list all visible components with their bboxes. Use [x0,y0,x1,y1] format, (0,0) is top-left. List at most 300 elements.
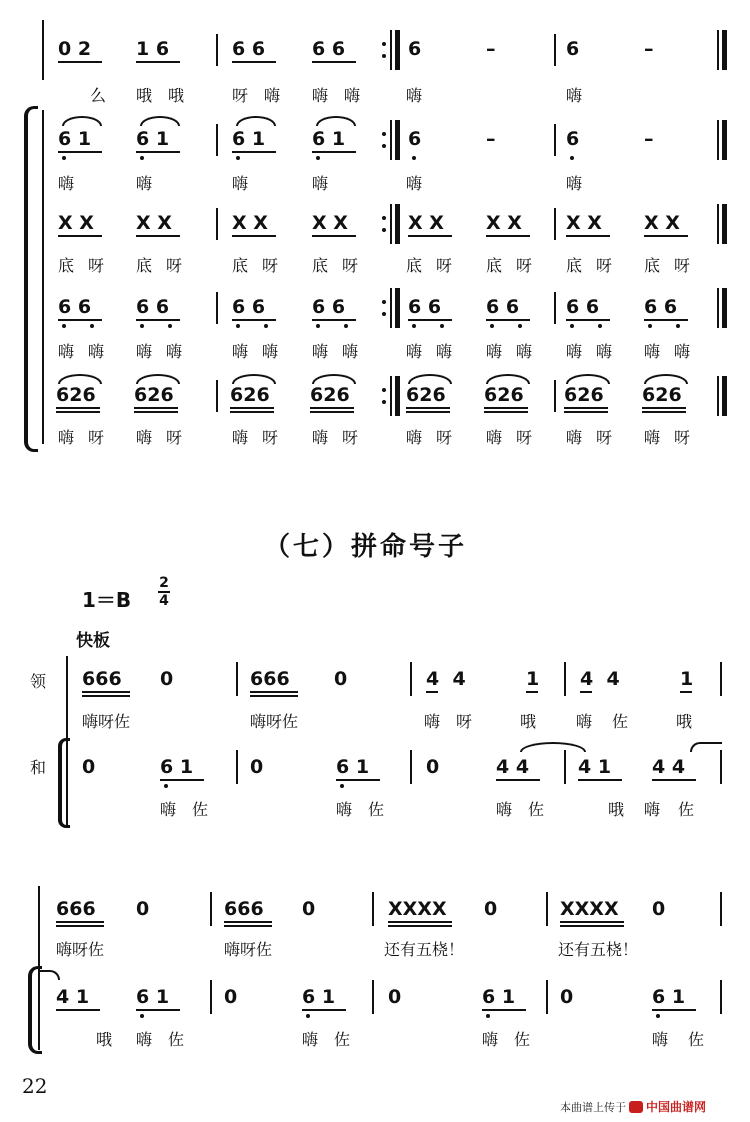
beam [56,1009,100,1011]
lyric: 嗨 [486,428,503,447]
rest: 0 [82,756,96,778]
barline [554,292,556,324]
beam [136,319,180,321]
barline [390,376,392,416]
barline [554,208,556,240]
lyric: 底 [58,256,75,275]
system-bracket [58,738,70,828]
lyric: 嗨 [58,342,75,361]
note-group: 626 [406,384,446,406]
beam [566,235,610,237]
lyric: 嗨 [342,342,359,361]
beam [336,779,380,781]
barline [554,380,556,412]
beam [496,779,540,781]
lyric: 嗨 [136,1030,153,1049]
dash: – [486,38,496,60]
barline [720,980,722,1014]
low-octave-dot [90,324,94,328]
lyric: 嗨 [644,800,661,819]
footer-text: 本曲谱上传于 [560,1100,626,1114]
beam [312,319,356,321]
beam [58,235,102,237]
rest: 0 [426,756,440,778]
barline [564,662,566,696]
repeat-dot [382,42,386,46]
end-bar [722,204,727,244]
beam [578,779,622,781]
slur [136,374,180,384]
barline [390,204,392,244]
lyric: 呀 [166,256,183,275]
slur [62,116,102,126]
slur [486,374,530,384]
slur [316,116,356,126]
repeat-dot [382,312,386,316]
rest: 0 [302,898,316,920]
barline [564,750,566,784]
note-group: 6 6 [232,296,266,318]
low-octave-dot [236,324,240,328]
barline [717,120,719,160]
note-group: XXXX [560,898,619,920]
lyric: 嗨 [312,428,329,447]
note-group: 6 1 [302,986,336,1008]
beam [230,411,274,413]
low-octave-dot [316,324,320,328]
beam [426,691,438,693]
note-group: 6 1 [136,986,170,1008]
beam [136,61,180,63]
lyric: 底 [644,256,661,275]
rest: 0 [250,756,264,778]
lyric: 哦 [676,712,693,731]
lyric: 嗨 [566,174,583,193]
note-group: 1 6 [136,38,170,60]
lyric: 嗨 [486,342,503,361]
low-octave-dot [140,324,144,328]
barline [216,292,218,324]
lyric: 呀 [88,428,105,447]
barline [410,750,412,784]
lyric: 嗨 [262,342,279,361]
barline [546,892,548,926]
lyric: 嗨 [674,342,691,361]
beam [312,61,356,63]
lyric: 还有五桡！ [558,940,639,959]
lyric: 嗨 [406,342,423,361]
note-group: 4 4 [580,668,620,690]
site-name: 中国曲谱网 [646,1100,707,1114]
low-octave-dot [344,324,348,328]
lyric: 嗨 [312,86,329,105]
end-bar [722,376,727,416]
beam [56,925,104,927]
lyric: 呀 [232,86,249,105]
low-octave-dot [340,784,344,788]
lyric: 底 [566,256,583,275]
beam [408,235,452,237]
lyric: 哦 [520,712,537,731]
end-bar [722,120,727,160]
beam [680,691,692,693]
rest: 0 [136,898,150,920]
beam [134,411,178,413]
slur [140,116,180,126]
repeat-dot [382,228,386,232]
dash: – [486,128,496,150]
beam [486,319,530,321]
low-octave-dot [518,324,522,328]
slur [566,374,610,384]
lyric: 佐 [334,1030,351,1049]
barline [216,380,218,412]
rest: 0 [224,986,238,1008]
lyric: 呀 [342,428,359,447]
barline [410,662,412,696]
lyric: 嗨 [336,800,353,819]
slur [38,970,60,980]
low-octave-dot [264,324,268,328]
lyric: 嗨 [406,428,423,447]
lyric: 哦 [136,86,153,105]
lyric: 嗨 [644,428,661,447]
note-group: 626 [230,384,270,406]
lyric: 呀 [342,256,359,275]
barline [717,376,719,416]
barline [236,662,238,696]
barline [720,750,722,784]
note-group: 6 6 [58,296,92,318]
beam [224,925,272,927]
note-group: 6 6 [566,296,600,318]
time-signature [158,576,170,608]
beam [388,921,452,923]
lyric: 嗨 [406,86,423,105]
barline [546,980,548,1014]
low-octave-dot [490,324,494,328]
beam [564,407,608,409]
barline [216,208,218,240]
beam [484,411,528,413]
note-group: X X [58,212,94,234]
beam [642,407,686,409]
beam [312,151,356,153]
note-group: X X [644,212,680,234]
lyric: 呀 [596,256,613,275]
note-group: 6 1 [482,986,516,1008]
beam [232,319,276,321]
beam [310,407,354,409]
barline [717,288,719,328]
lyric: 嗨 [576,712,593,731]
beam [642,411,686,413]
repeat-dot [382,132,386,136]
lyric: 底 [406,256,423,275]
note-group: 6 1 [160,756,194,778]
note-group: 6 6 [486,296,520,318]
system-line [42,110,44,444]
lyric: 嗨 [88,342,105,361]
low-octave-dot [570,156,574,160]
lyric: 底 [486,256,503,275]
note-group: X X [486,212,522,234]
beam [566,319,610,321]
repeat-bar [395,376,400,416]
low-octave-dot [164,784,168,788]
lyric: 哦 [168,86,185,105]
dash: – [644,38,654,60]
page-number: 22 [22,1074,48,1098]
lyric: 嗨 [566,342,583,361]
repeat-bar [395,120,400,160]
lyric: 佐 [688,1030,705,1049]
dash: – [644,128,654,150]
lyric: 嗨 [232,342,249,361]
barline [390,30,392,70]
lyric: 佐 [514,1030,531,1049]
beam [224,921,272,923]
low-octave-dot [648,324,652,328]
note: 1 [526,668,540,690]
barline [554,124,556,156]
note-group: 626 [56,384,96,406]
site-logo-icon [629,1101,643,1113]
tempo-marking: 快板 [76,631,110,651]
slur [690,742,722,752]
lyric: 底 [232,256,249,275]
note-group: X X [566,212,602,234]
note-group: 4 4 [496,756,530,778]
slur [232,374,276,384]
lyric: 呀 [516,256,533,275]
lyric: 底 [312,256,329,275]
lyric: 佐 [368,800,385,819]
barline [390,288,392,328]
low-octave-dot [570,324,574,328]
slur [312,374,356,384]
beam [160,779,204,781]
beam [564,411,608,413]
lyric: 嗨 [232,428,249,447]
lyric: 呀 [516,428,533,447]
low-octave-dot [62,324,66,328]
beam [232,235,276,237]
low-octave-dot [656,1014,660,1018]
beam [526,691,538,693]
lyric: 呀 [262,256,279,275]
beam [644,235,688,237]
lyric: 嗨 [424,712,441,731]
beam [486,235,530,237]
slur [644,374,688,384]
beam [408,319,452,321]
low-octave-dot [62,156,66,160]
repeat-bar [395,288,400,328]
lyric: 嗨 [344,86,361,105]
lyric: 佐 [528,800,545,819]
low-octave-dot [598,324,602,328]
lyric: 嗨 [496,800,513,819]
lyric: 嗨 [166,342,183,361]
barline [236,750,238,784]
lyric: 呀 [88,256,105,275]
barline [717,30,719,70]
lyric: 哦 [96,1030,113,1049]
rest: 0 [334,668,348,690]
note-group: 6 1 [136,128,170,150]
lyric: 嗨 [58,428,75,447]
lyric: 嗨呀佐 [82,712,131,731]
end-bar [722,30,727,70]
beam [406,407,450,409]
low-octave-dot [236,156,240,160]
note: 1 [680,668,694,690]
beam [310,411,354,413]
lyric: 嗨 [58,174,75,193]
note-group: 626 [484,384,524,406]
beam [250,691,298,693]
lyric: 么 [90,86,107,105]
end-bar [722,288,727,328]
barline [390,120,392,160]
low-octave-dot [168,324,172,328]
lyric: 嗨 [482,1030,499,1049]
lyric: 哦 [608,800,625,819]
lyric: 呀 [456,712,473,731]
time-signature-bottom: 4 [159,593,169,609]
note-group: 4 1 [578,756,612,778]
repeat-dot [382,300,386,304]
note: 6 [566,128,580,150]
beam [560,925,624,927]
lyric: 嗨 [406,174,423,193]
repeat-dot [382,144,386,148]
beam [482,1009,526,1011]
rest: 0 [560,986,574,1008]
note-group: 4 4 [652,756,686,778]
beam [136,235,180,237]
lyric: 嗨 [312,342,329,361]
note-group: 6 6 [408,296,442,318]
beam [652,779,696,781]
beam [136,151,180,153]
beam [484,407,528,409]
lyric: 呀 [674,256,691,275]
barline [210,892,212,926]
beam [230,407,274,409]
lyric: 还有五桡！ [384,940,465,959]
beam [58,151,102,153]
note-group: 626 [310,384,350,406]
rest: 0 [388,986,402,1008]
part-label-chorus: 和 [30,758,47,777]
slur [236,116,276,126]
barline [216,34,218,66]
repeat-bar [395,204,400,244]
note: 6 [408,128,422,150]
lyric: 嗨呀佐 [250,712,299,731]
lyric: 嗨 [264,86,281,105]
lyric: 呀 [436,428,453,447]
note-group: X X [136,212,172,234]
beam [56,921,104,923]
beam [58,319,102,321]
beam [560,921,624,923]
repeat-dot [382,216,386,220]
note-group: X X [408,212,444,234]
note: 6 [408,38,422,60]
low-octave-dot [140,156,144,160]
note-group: 666 [56,898,96,920]
barline [216,124,218,156]
time-signature-top: 2 [159,575,169,591]
note-group: 6 1 [336,756,370,778]
note-group: 6 6 [136,296,170,318]
lyric: 呀 [674,428,691,447]
rest: 0 [160,668,174,690]
note-group: 6 6 [644,296,678,318]
note-group: 666 [224,898,264,920]
lyric: 佐 [192,800,209,819]
key-signature: 1＝B [82,588,132,612]
lyric: 嗨 [516,342,533,361]
beam [388,925,452,927]
slur [58,374,102,384]
system-bracket [24,106,38,452]
lyric: 嗨呀佐 [224,940,273,959]
low-octave-dot [306,1014,310,1018]
lyric: 底 [136,256,153,275]
lyric: 嗨 [596,342,613,361]
beam [232,61,276,63]
beam [82,695,130,697]
beam [134,407,178,409]
rest: 0 [652,898,666,920]
lyric: 嗨 [232,174,249,193]
lyric: 嗨 [302,1030,319,1049]
barline [554,34,556,66]
beam [652,1009,696,1011]
note-group: 6 6 [312,296,346,318]
lyric: 嗨 [566,86,583,105]
barline [372,892,374,926]
lyric: 佐 [678,800,695,819]
note-group: 6 6 [232,38,266,60]
system-line [42,20,44,80]
note-group: 6 6 [312,38,346,60]
low-octave-dot [140,1014,144,1018]
lyric: 嗨 [566,428,583,447]
note-group: X X [232,212,268,234]
note-group: 6 1 [58,128,92,150]
lyric: 嗨呀佐 [56,940,105,959]
lyric: 佐 [168,1030,185,1049]
beam [580,691,592,693]
lyric: 嗨 [644,342,661,361]
lyric: 呀 [262,428,279,447]
repeat-dot [382,54,386,58]
note-group: 666 [82,668,122,690]
lyric: 嗨 [160,800,177,819]
barline [717,204,719,244]
low-octave-dot [486,1014,490,1018]
low-octave-dot [412,156,416,160]
note-group: 666 [250,668,290,690]
lyric: 呀 [166,428,183,447]
barline [720,662,722,696]
lyric: 佐 [612,712,629,731]
